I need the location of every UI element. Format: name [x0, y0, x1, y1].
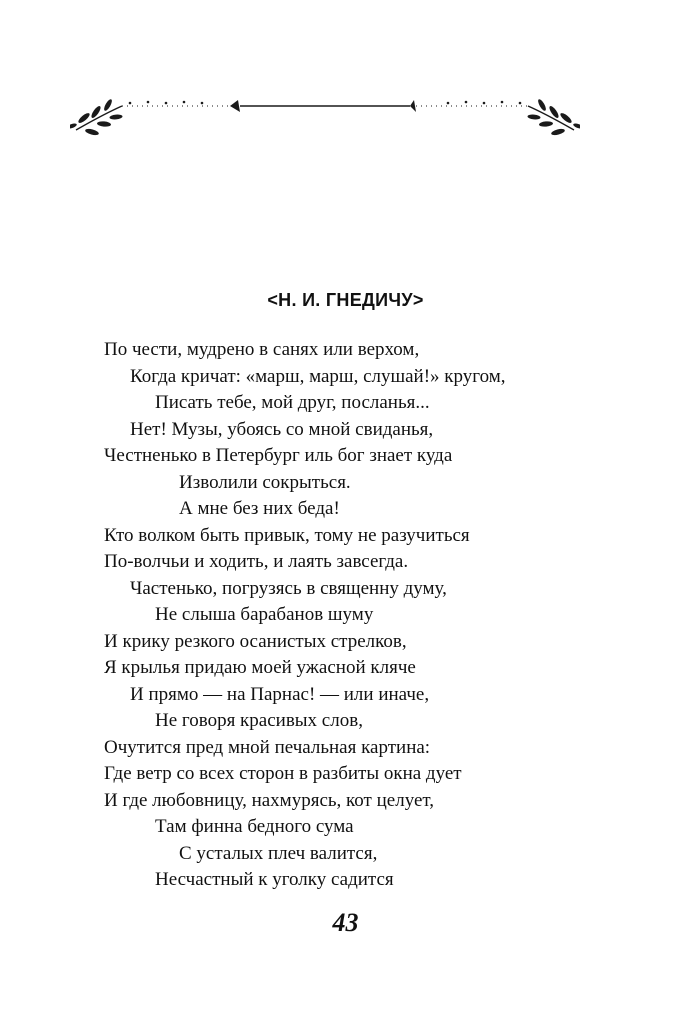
poem-line: Где ветр со всех сторон в разбиты окна дует	[104, 763, 462, 784]
poem-line: Когда кричат: «марш, марш, слушай!» кругом,	[130, 365, 506, 387]
poem-body	[104, 337, 664, 894]
poem-line: Нет! Музы, убоясь со мной свиданья,	[130, 418, 434, 440]
poem-line: Частенько, погрузясь в священну думу,	[130, 577, 447, 599]
poem-line: С усталых плеч валится,	[179, 842, 378, 864]
page-number: 43	[332, 908, 359, 937]
poem-line: Несчастный к уголку садится	[155, 869, 394, 890]
poem-line: И где любовницу, нахмурясь, кот целует,	[104, 789, 435, 811]
poem-line: Изволили сокрыться.	[179, 471, 351, 493]
laurel-branch-divider-icon	[70, 86, 580, 142]
poem-line: Не слыша барабанов шуму	[155, 604, 374, 625]
poem-line: Не говоря красивых слов,	[155, 710, 363, 731]
poem-line: Я крылья придаю моей ужасной кляче	[104, 657, 416, 678]
poem-line: Там финна бедного сума	[155, 816, 354, 837]
poem-line: Кто волком быть привык, тому не разучиться	[104, 524, 470, 546]
poem-line: Честненько в Петербург иль бог знает куда	[104, 445, 453, 466]
poem-title: <Н. И. ГНЕДИЧУ>	[267, 290, 424, 310]
poem-line: Очутится пред мной печальная картина:	[104, 736, 431, 758]
poem-line: И крику резкого осанистых стрелков,	[104, 630, 407, 652]
poem-line: Писать тебе, мой друг, посланья...	[155, 392, 430, 413]
poem-line: И прямо — на Парнас! — или иначе,	[130, 683, 430, 705]
poem-line: По чести, мудрено в санях или верхом,	[104, 339, 420, 360]
poem-line: А мне без них беда!	[179, 498, 340, 519]
poem-line: По-волчьи и ходить, и лаять завсегда.	[104, 551, 409, 572]
